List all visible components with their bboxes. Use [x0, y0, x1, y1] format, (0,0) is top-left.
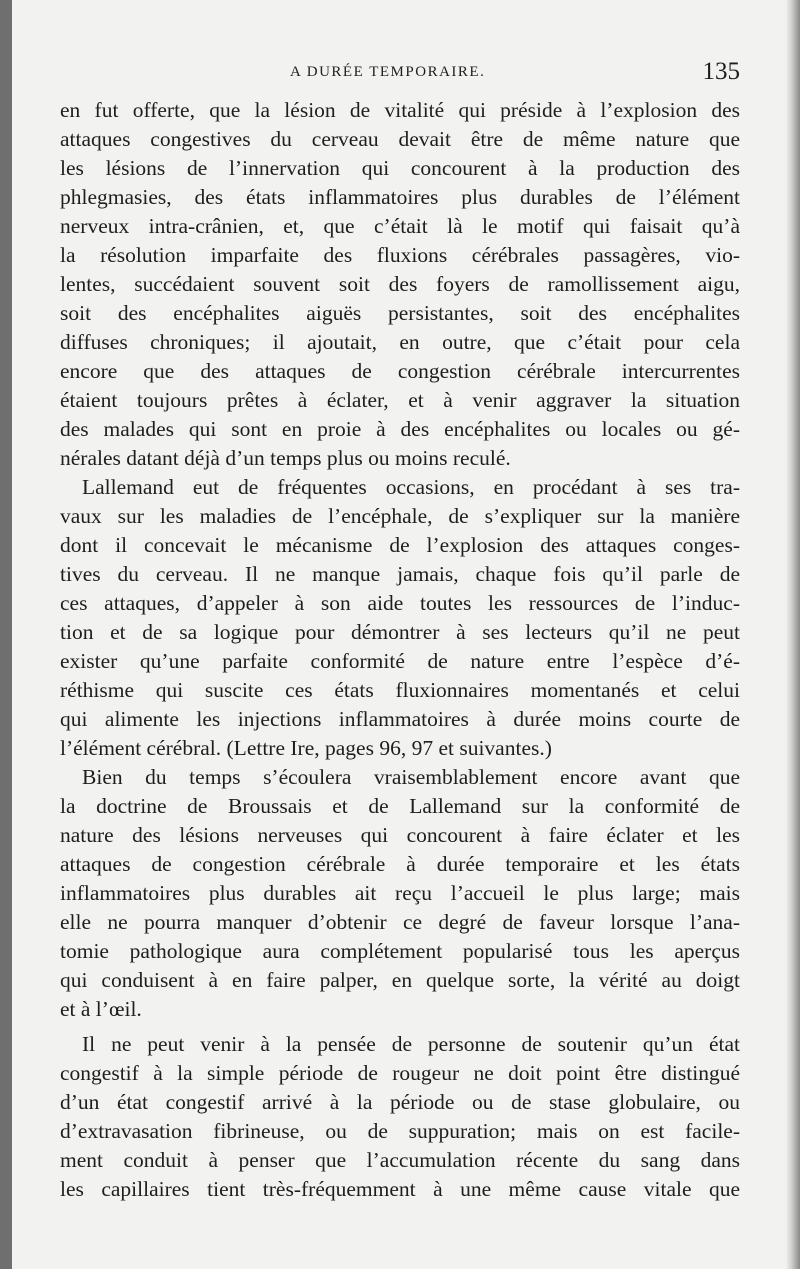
text-line: réthisme qui suscite ces états fluxionnaires momentanés et celui	[60, 678, 740, 702]
text-line: nerveux intra-crânien, et, que c’était là le motif qui faisait qu’à	[60, 214, 740, 238]
text-line: qui conduisent à en faire palper, en quelque sorte, la vérité au doigt	[60, 968, 740, 992]
text-line: et à l’œil.	[60, 997, 142, 1021]
text-line: qui alimente les injections inflammatoires à durée moins courte de	[60, 707, 740, 731]
text-line: Il ne peut venir à la pensée de personne de soutenir qu’un état	[82, 1032, 740, 1056]
scan-left-border	[0, 0, 12, 1269]
text-line: la doctrine de Broussais et de Lallemand sur la conformité de	[60, 794, 740, 818]
text-line: nérales datant déjà d’un temps plus ou moins reculé.	[60, 446, 511, 470]
scan-right-border	[786, 0, 800, 1269]
text-line: attaques congestives du cerveau devait être de même nature que	[60, 127, 740, 151]
text-line: l’élément cérébral. (Lettre Ire, pages 96, 97 et suivantes.)	[60, 736, 552, 760]
text-line: tives du cerveau. Il ne manque jamais, chaque fois qu’il parle de	[60, 562, 740, 586]
text-line: lentes, succédaient souvent soit des foyers de ramollissement aigu,	[60, 272, 740, 296]
text-line: ment conduit à penser que l’accumulation récente du sang dans	[60, 1148, 740, 1172]
page-header	[60, 60, 740, 90]
text-line: soit des encéphalites aiguës persistantes, soit des encéphalites	[60, 301, 740, 325]
text-line: vaux sur les maladies de l’encéphale, de s’expliquer sur la manière	[60, 504, 740, 528]
running-head: A DURÉE TEMPORAIRE.	[290, 64, 486, 80]
text-line: congestif à la simple période de rougeur ne doit point être distingué	[60, 1061, 740, 1085]
text-line: inflammatoires plus durables ait reçu l’accueil le plus large; mais	[60, 881, 740, 905]
text-line: d’un état congestif arrivé à la période ou de stase globulaire, ou	[60, 1090, 740, 1114]
text-line: étaient toujours prêtes à éclater, et à venir aggraver la situation	[60, 388, 740, 412]
text-line: des malades qui sont en proie à des encéphalites ou locales ou gé-	[60, 417, 740, 441]
text-line: Bien du temps s’écoulera vraisemblablement encore avant que	[82, 765, 740, 789]
text-line: les capillaires tient très-fréquemment à une même cause vitale que	[60, 1177, 740, 1201]
text-line: attaques de congestion cérébrale à durée temporaire et les états	[60, 852, 740, 876]
text-line: dont il concevait le mécanisme de l’explosion des attaques conges-	[60, 533, 740, 557]
text-line: nature des lésions nerveuses qui concourent à faire éclater et les	[60, 823, 740, 847]
text-line: phlegmasies, des états inflammatoires plus durables de l’élément	[60, 185, 740, 209]
page-number: 135	[702, 58, 740, 85]
text-line: Lallemand eut de fréquentes occasions, en procédant à ses tra-	[82, 475, 740, 499]
text-line: elle ne pourra manquer d’obtenir ce degré de faveur lorsque l’ana-	[60, 910, 740, 934]
text-line: tomie pathologique aura complétement popularisé tous les aperçus	[60, 939, 740, 963]
text-line: ces attaques, d’appeler à son aide toutes les ressources de l’induc-	[60, 591, 740, 615]
text-line: diffuses chroniques; il ajoutait, en outre, que c’était pour cela	[60, 330, 740, 354]
text-line: en fut offerte, que la lésion de vitalité qui préside à l’explosion des	[60, 98, 740, 122]
text-line: la résolution imparfaite des fluxions cérébrales passagères, vio-	[60, 243, 740, 267]
body-text	[60, 96, 740, 1204]
text-line: d’extravasation fibrineuse, ou de suppuration; mais on est facile-	[60, 1119, 740, 1143]
text-line: exister qu’une parfaite conformité de nature entre l’espèce d’é-	[60, 649, 740, 673]
text-line: encore que des attaques de congestion cérébrale intercurrentes	[60, 359, 740, 383]
text-line: tion et de sa logique pour démontrer à ses lecteurs qu’il ne peut	[60, 620, 740, 644]
text-line: les lésions de l’innervation qui concourent à la production des	[60, 156, 740, 180]
